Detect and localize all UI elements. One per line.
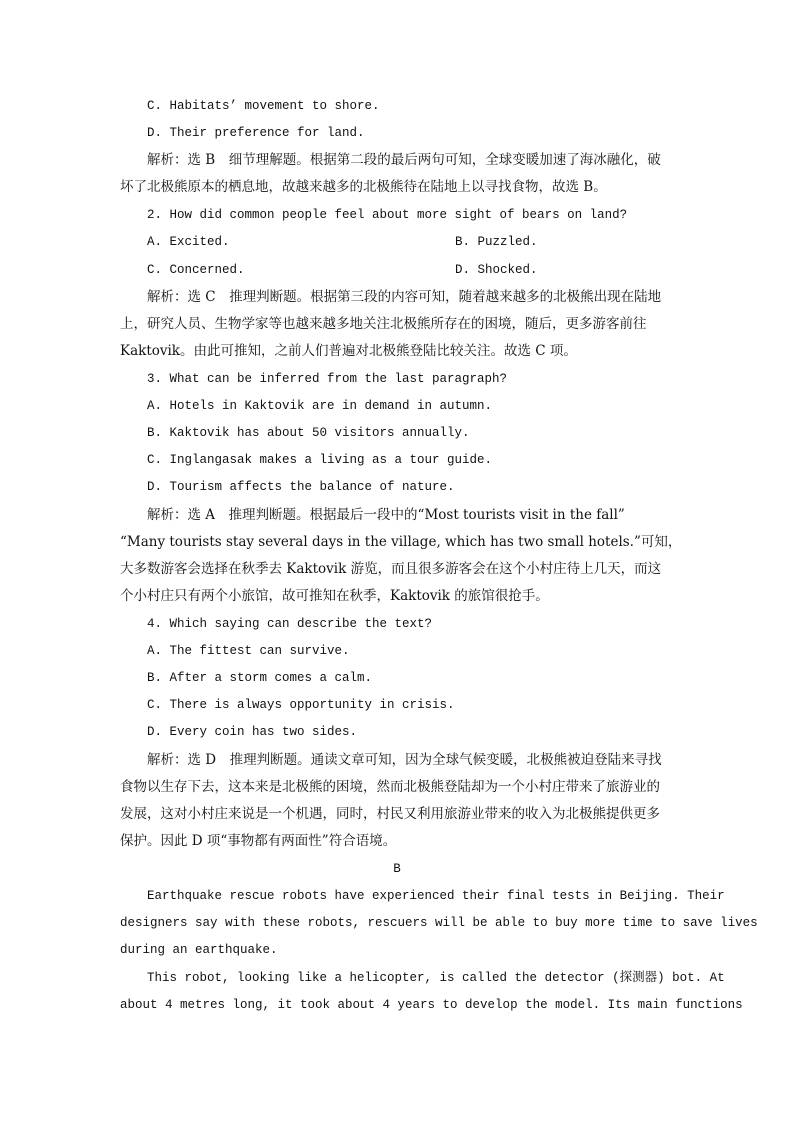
q2-explanation-line-3: Kaktovik。由此可推知，之前人们普遍对北极熊登陆比较关注。故选 C 项。: [120, 343, 577, 359]
q2-option-d: D. Shocked.: [455, 263, 538, 277]
section-b-para1-line-3: during an earthquake.: [120, 943, 278, 957]
q4-option-b: B. After a storm comes a calm.: [147, 671, 373, 685]
q4-explanation-line-4: 保护。因此 D 项“事物都有两面性”符合语境。: [120, 833, 397, 849]
section-b-para2-line-2: about 4 metres long, it took about 4 years to develop the model. Its main functions: [120, 998, 743, 1012]
section-b-para1-line-1: Earthquake rescue robots have experienced their final tests in Beijing. Their: [147, 889, 725, 903]
q4-option-a: A. The fittest can survive.: [147, 644, 350, 658]
q4-stem: 4. Which saying can describe the text?: [147, 617, 433, 631]
q3-option-b: B. Kaktovik has about 50 visitors annually.: [147, 426, 470, 440]
q2-stem: 2. How did common people feel about more sight of bears on land?: [147, 208, 628, 222]
q3-explanation-line-1: 解析：选 A 推理判断题。根据最后一段中的“Most tourists visit in the fall”: [147, 507, 625, 523]
q1-option-d: D. Their preference for land.: [147, 126, 365, 140]
q3-explanation-line-3: 大多数游客会选择在秋季去 Kaktovik 游览，而且很多游客会在这个小村庄待上几天，而这: [120, 561, 662, 577]
q1-explanation-line-2: 坏了北极熊原本的栖息地，故越来越多的北极熊待在陆地上以寻找食物，故选 B。: [120, 179, 607, 195]
section-b-para1-line-2: designers say with these robots, rescuers will be able to buy more time to save lives: [120, 916, 758, 930]
section-b-heading: B: [393, 862, 401, 876]
q2-option-b: B. Puzzled.: [455, 235, 538, 249]
q4-explanation-line-3: 发展，这对小村庄来说是一个机遇，同时，村民又利用旅游业带来的收入为北极熊提供更多: [120, 806, 660, 822]
q3-explanation-line-4: 个小村庄只有两个小旅馆，故可推知在秋季，Kaktovik 的旅馆很抢手。: [120, 588, 549, 604]
q3-explanation-line-2: “Many tourists stay several days in the village, which has two small hotels.”可知，: [120, 534, 682, 550]
q1-explanation-line-1: 解析：选 B 细节理解题。根据第二段的最后两句可知，全球变暖加速了海冰融化，破: [147, 152, 661, 168]
q2-explanation-line-1: 解析：选 C 推理判断题。根据第三段的内容可知，随着越来越多的北极熊出现在陆地: [147, 289, 662, 305]
q1-option-c: C. Habitats’ movement to shore.: [147, 99, 380, 113]
q3-stem: 3. What can be inferred from the last paragraph?: [147, 372, 508, 386]
q4-explanation-line-1: 解析：选 D 推理判断题。通读文章可知，因为全球气候变暖，北极熊被迫登陆来寻找: [147, 752, 662, 768]
q3-option-d: D. Tourism affects the balance of nature.: [147, 480, 455, 494]
q3-option-c: C. Inglangasak makes a living as a tour guide.: [147, 453, 493, 467]
q2-option-c: C. Concerned.: [147, 263, 245, 277]
q4-option-d: D. Every coin has two sides.: [147, 725, 358, 739]
q3-option-a: A. Hotels in Kaktovik are in demand in autumn.: [147, 399, 493, 413]
q4-option-c: C. There is always opportunity in crisis.: [147, 698, 455, 712]
section-b-para2-line-1: This robot, looking like a helicopter, is called the detector (探测器) bot. At: [147, 971, 725, 985]
q2-explanation-line-2: 上，研究人员、生物学家等也越来越多地关注北极熊所存在的困境，随后，更多游客前往: [120, 316, 647, 332]
q2-option-a: A. Excited.: [147, 235, 230, 249]
q4-explanation-line-2: 食物以生存下去，这本来是北极熊的困境，然而北极熊登陆却为一个小村庄带来了旅游业的: [120, 779, 660, 795]
